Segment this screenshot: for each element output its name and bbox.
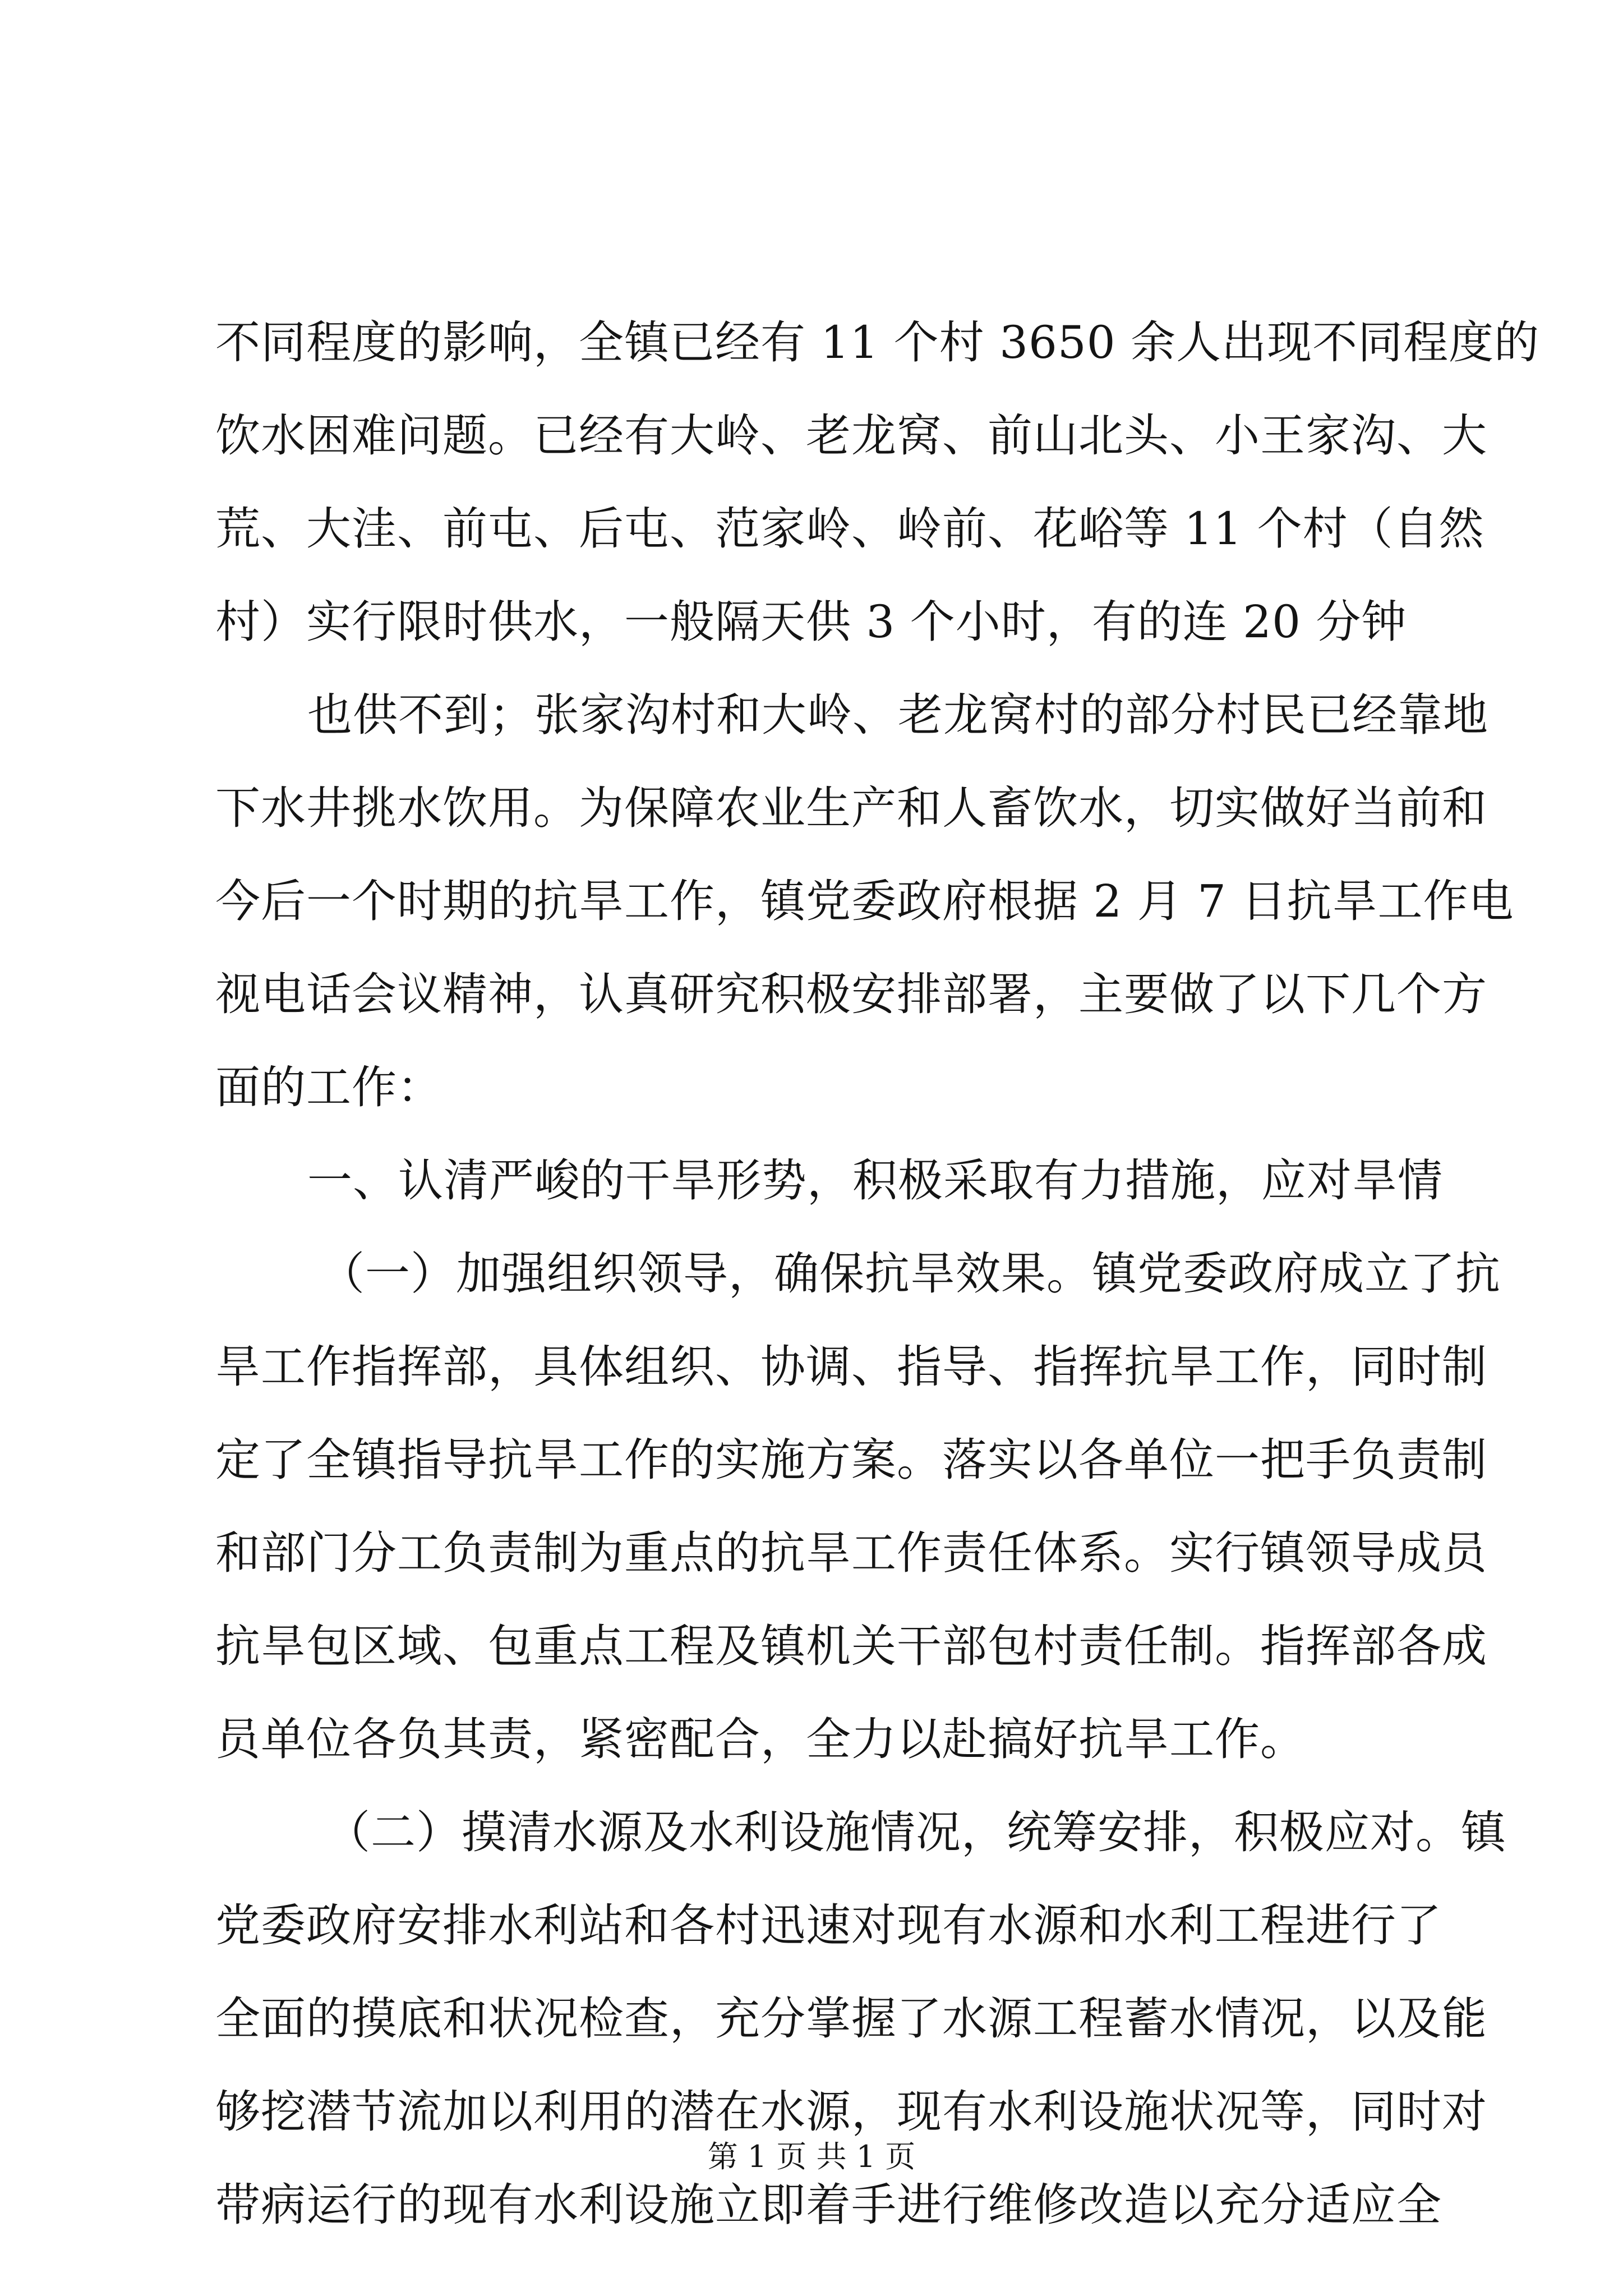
page-number: 第 1 页 共 1 页 <box>707 2139 916 2174</box>
section-heading: 一、认清严峻的干旱形势，积极采取有力措施，应对旱情 <box>307 1154 1443 1207</box>
text-line: （一）加强组织领导，确保抗旱效果。镇党委政府成立了抗 <box>320 1248 1501 1300</box>
text-line: 旱工作指挥部，具体组织、协调、指导、指挥抗旱工作，同时制 <box>215 1341 1487 1393</box>
text-line: 定了全镇指导抗旱工作的实施方案。落实以各单位一把手负责制 <box>215 1434 1487 1486</box>
text-line: 够挖潜节流加以利用的潜在水源，现有水利设施状况等，同时对 <box>215 2086 1487 2138</box>
text-line: 党委政府安排水利站和各村迅速对现有水源和水利工程进行了 <box>215 1899 1442 1952</box>
text-line: 不同程度的影响，全镇已经有 11 个村 3650 余人出现不同程度的 <box>215 316 1540 369</box>
text-line: 带病运行的现有水利设施立即着手进行维修改造以充分适应全 <box>215 2179 1442 2231</box>
text-line: （二）摸清水源及水利设施情况，统筹安排，积极应对。镇 <box>325 1806 1506 1858</box>
text-line: 也供不到；张家沟村和大岭、老龙窝村的部分村民已经靠地 <box>307 689 1488 741</box>
body-text <box>215 296 1540 2252</box>
text-line: 下水井挑水饮用。为保障农业生产和人畜饮水，切实做好当前和 <box>215 782 1487 834</box>
text-line: 抗旱包区域、包重点工程及镇机关干部包村责任制。指挥部各成 <box>215 1620 1487 1672</box>
text-line: 和部门分工负责制为重点的抗旱工作责任体系。实行镇领导成员 <box>215 1527 1487 1579</box>
text-line: 视电话会议精神，认真研究积极安排部署，主要做了以下几个方 <box>215 968 1487 1020</box>
text-line: 全面的摸底和状况检查，充分掌握了水源工程蓄水情况，以及能 <box>215 1993 1487 2045</box>
text-line: 面的工作： <box>215 1061 442 1114</box>
text-line: 村）实行限时供水，一般隔天供 3 个小时，有的连 20 分钟 <box>215 596 1407 648</box>
text-line: 今后一个时期的抗旱工作，镇党委政府根据 2 月 7 日抗旱工作电 <box>215 875 1514 927</box>
text-line: 饮水困难问题。已经有大岭、老龙窝、前山北头、小王家沟、大 <box>215 409 1487 462</box>
text-line: 荒、大洼、前屯、后屯、范家岭、岭前、花峪等 11 个村（自然 <box>215 503 1484 555</box>
text-line: 员单位各负其责，紧密配合，全力以赴搞好抗旱工作。 <box>215 1713 1306 1765</box>
page-footer <box>0 2137 1623 2177</box>
